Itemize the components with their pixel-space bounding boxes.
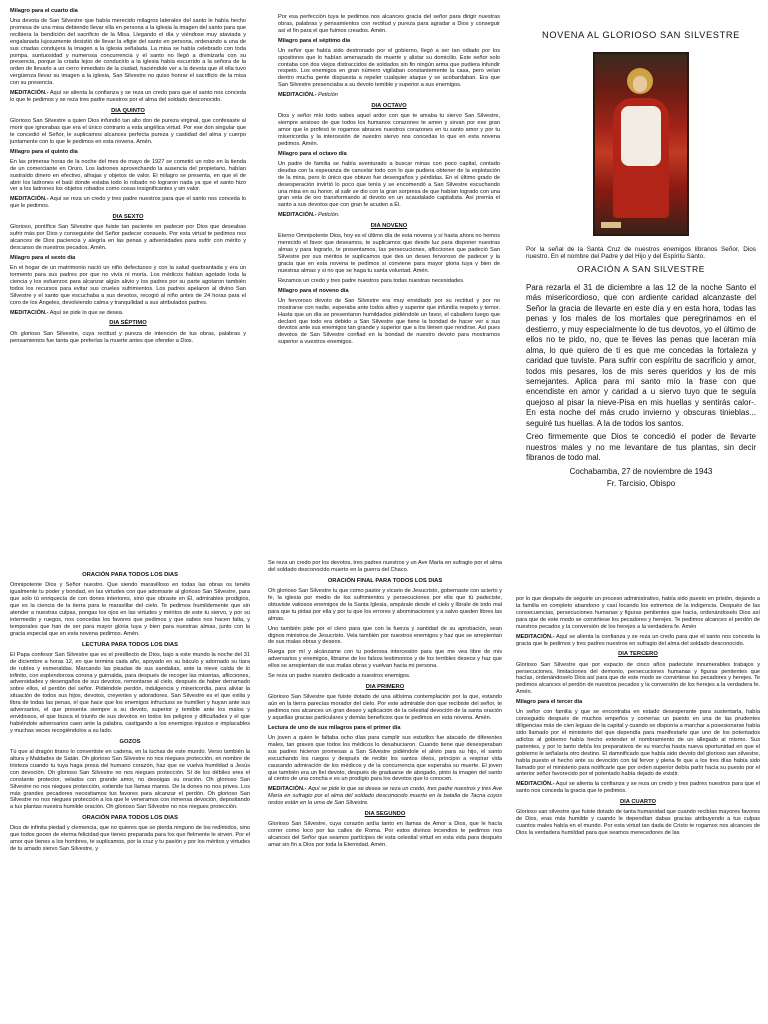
oracion-2-title: ORACIÓN PARA TODOS LOS DIAS — [82, 815, 178, 822]
san-silvestre-image — [593, 52, 689, 236]
oracion-todos-dias-body: Omnipotente Dios y Señor nuestro. Que siendo maravilloso en todas las obras os tenéis igualmente tu poder y bondad, en las virtudes con que adornaste al glorioso San Silvestre, para que solo tú enriquecía de con dones interiores, sino que obraste en Él, admirables prodigios, que es la ciencia de la tierra para le maravillar del cielo. Te pedimos humildemente que sin atender a nuestras culpas, pongas los ojos en las virtudes y méritos de este tu siervo, y por su intermedio y ruegos, nos concedas los favores que pedimos y que sabes nos hacen falta, y temporales que han de ser para mayor gloria tuya y bien para nuestras almas, junto con la gracia especial que en esta novena pedimos. Amén. — [10, 582, 250, 637]
meditacion-2 — [516, 634, 760, 648]
dia-8-body: Dios y señor mío todo sabes aquel ardor con que te amaba tu siervo San Silvestre, siempre ansioso de que todos los humanos corazones te amen y sirvan por ese gran amor que le profesó te rogamos abraces nuestros corazones en tu santo amor y por tu misericordia y la intercesión de nuestro siervo nos concedas lo que en esta novena pedimos. Amén. — [278, 113, 500, 148]
oracion-2-body: Dios de infinita piedad y clemencia, que no quieres que se pierda ninguno de los redimidos, sino que todos gocen de eterna felicidad que tienes preparada para los que fielmente le sirven. Por el amor que tienes a los hombres, te suplicamos, por la cruz y tu pasión y por los méritos y virtudes de tu amado siervo San Silvestre, y — [10, 825, 251, 853]
meditacion-text: Aquí se pide lo que se desea. — [49, 309, 124, 316]
dia-9-reza: Rezamos un credo y tres padre nuestros para todas nuestras necesidades. — [278, 277, 465, 284]
oracion-paragraph-1: Para rezarla el 31 de diciembre a las 12 de la noche Santo el más misericordioso, que con ardiente caridad alcanzaste del Señor la gracia de llevarte en este día y en esta hora, todas las penas y los males de los mortales que peregrinamos en el destierro, y muy especialmente lo de tus devotos, yo el último de ellos no te pido, no, que te lleves las penas que laceran mía alma, lo que quiero de ti es que me concedas la fortaleza y caridad que tuviste. Para sufrir con espíritu de sacrificio y amor, todos mis pesares, los de mis seres queridos y los de mis semejantes. Aplica para mí santo mío la frase con que encendiste en amor y caridad a u siervo tuyo que te seguía quejoso al pisar la nieve-Pisa en mis huellas y sentirás calor-. En esta noche del más crudo invierno y obscuras tinieblas... seguiré tus huellas. A la de todos los santos. — [526, 282, 756, 428]
meditacion-text: Aquí se reza un credo y tres padre nuestros para que el santo nos conceda lo que le pedimos. — [10, 196, 246, 210]
meditacion-label: MEDITACIÓN.- — [516, 781, 555, 788]
dia-1-body: Glorioso San Silvestre que fuiste dotado de una altísima contemplación por la que, estando aún en la tierra parecías morador del cielo. Por este admirable don que recibiste del señor, te pedimos nos alcances un gran deseo y aplicación de la celestial devoción de la santa oración y aquellas gracias particulares y demás beneficios que te pedimos en esta novena. Amén. — [268, 694, 502, 722]
milagro-4-title: Milagro para el cuarto día — [10, 8, 78, 14]
milagro-8-body: Un padre de familia se había aventurado a buscar minas con poco capital, contado deudas con la esperanza de cancelar todo con lo que pudiera obtener de la explotación de la mina, pero lo único que obtuvo fue desengaños y pérdidas. En el último grado de desesperación invirtió lo poco que tenía y se encomendó a San Silvestre escuchando una misa en su honor, al salir se dio con la gran sorpresa de que habían logrado con una gran veta de oro transformando al devoto en un acaudalado capitalista. Así premia el santo a sus devotos que con gran fe acuden a Él. — [278, 160, 500, 209]
meditacion-text: Petición — [318, 92, 338, 99]
meditacion-label: MEDITACIÓN.- — [516, 633, 555, 640]
lectura-body: El Papa confesor San Silvestre que es el predilecto de Dios, bajo a este mundo la noche del 31 de diciembre a horas 12, en que termina cada año, apoyado en su báculo y adornado su tiara de rubíes y esmeraldas. Marcando las pisadas de sus sandalias, ante la nieve caída de lo infinito, con esplendorosa corona y guirnalda, para después de recoger las miserias, aflicciones, adversidades y desengaños de sus devotos, remontarse al cielo, después de haber derramado sobre ellos, el perdón del señor. Pidiéndole perdón, indulgencia y misericordia, para aliviar la situación de todos sus hijos, devotos, creyentes y adoradores. San Silvestre es el que exilia y libra de todas las penas, el que hace que los enemigos infructuos se humillen y huyan ante sus adversarios, el que presenta siempre a su devoto, superior y temible ante los malos y envidiosos, el que busca el triunfo de sus devotos en todos los peligros y dificultades y el que habiéndole adversarios caen ante la palabra, castigando a los enemigos injustos e implacables y muchas veces recogiéndolos a su lado. — [10, 651, 250, 734]
oracion-final-body: Oh glorioso San Silvestre tu que como pastor y vicario de Jesucristo, gobernaste con acierto y fe, la iglesia por medio de los sufrimientos y persecuciones por ella que tú padeciste, obtuviste valiosos enemigos de la Santa Iglesia, ampárale desde el cielo y líbrale de todo mal para que tu pidas por ella y por tu que los errores y abominaciones y a salvo queden libres las almas. — [268, 588, 502, 622]
dia-7-body: Oh glorioso San Silvestre, cuya rectitud y pureza de intención de tus obras, palabras y pensamientos fue tanta que preferías la muerte antes que ofender a Dios. — [10, 330, 246, 344]
cape-shape — [621, 106, 661, 166]
meditacion-label: MEDITACIÓN.- — [278, 92, 317, 99]
dia-4-body: Glorioso san silvestre que fuiste dotado de tanta humanidad que cuando recibías mayores favores de Dios, eras más humilde y cuando le dependían dabas gracias atribuyendo a tus culpas cuantos males había en el mundo. Por esta virtud tan dada de Cristo te rogamos nos alcances de Dios la verdadera humildad para que seamos merecedores de las — [516, 809, 760, 837]
milagro-5-title: Milagro para el quinto día — [10, 148, 78, 155]
promulgation: Por la señal de la Santa Cruz de nuestros enemigos líbranos Señor, Dios nuestro. En el nombre del Padre y del Hijo y del Espíritu Santo. — [526, 245, 756, 261]
fold-gap — [0, 549, 768, 556]
dia-5-body: Glorioso San Silvestre a quien Dios infundió tan alto don de pureza virginal, que confesaste al morir que ignorabas que era el único contrario a esta angélica virtud. Por ese don singular que te concedió el Señor, le suplicamos alcances perfecta pureza y castidad del alma y cuerpo juntamente con lo que le pedimos en esta novena. Amén. — [10, 118, 246, 145]
meditacion-label: MEDITACIÓN.- — [278, 212, 317, 219]
meditacion-label: MEDITACIÓN.- — [268, 786, 307, 793]
meditacion-8 — [278, 212, 500, 219]
dia-7-title: DIA SÉPTIMO — [109, 320, 147, 327]
oracion-final-body-3: Ruega por mí y alcánzame con tu poderosa intercesión para que me vea libre de mis adversarios y enemigos, librame de los falsos testimonios y de los terribles deseos y haz que ellos se arrepientan de sus malas obras y vuelvan hacia mi persona. — [268, 649, 502, 670]
milagro-6-title: Milagro para el sexto día — [10, 255, 76, 262]
meditacion-5 — [10, 196, 246, 210]
meditacion-4 — [10, 90, 246, 104]
gozos-title: GOZOS — [119, 738, 141, 745]
panel-bottom-center — [262, 556, 508, 1024]
oracion-todos-dias-title: ORACIÓN PARA TODOS LOS DIAS — [82, 572, 178, 578]
milagro-5-body: En las primeras horas de la noche del mes de mayo de 1927 se cometió un robo en la tienda de un comerciante en Oruro. Los ladrones aprovechando la ausencia del propietario, habían sustraído dinero en efectivo, alhajas y objetos de valor. El milagro se presenta, en que el de abrir los ladrones el baúl donde estaba todo lo robado no lograron nada ya que el santo hizo ver a los ladrones los objetos robados como cosas insignificantes y sin valor. — [10, 158, 246, 193]
oracion-final-title: ORACIÓN FINAL PARA TODOS LOS DIAS — [327, 577, 443, 584]
meditacion-text: Aquí se alienta la confianza y se reza un credo y tres padres nuestros para que el santo nos conceda la gracia que le pedimos. — [516, 781, 760, 795]
panel-cover — [512, 0, 768, 548]
milagro-3-body: Un señor con familia y que se encontraba en estado desesperante para sustentarla, había conseguido después de muchos empeños y correrías un puesto en una de las prudentes diligencias más de cien leguas de la capital y cuando se disponía a marchar a posesionarse había sido llamado por el ministerio del que dependía para manifestarle que uno de los potentados adictos al gobierno había hecho extender el nombramiento de un allegado al mismo. Sus parientes, y por lo tanto debía los preparativos de su marcha hasta nueva oportunidad en que el gobierno le señalaría otro destino. El damnificado que había sido devoto del glorioso san silvestre, había puesto el hecho ante su devoción con tal fervor y plena fe que a los tres días había sido llamado por el ministerio para notificarle que por orden superior debía partir hacia su puesto por el anterior señor favorecido por el potentado había dejado de existir. — [516, 709, 760, 778]
meditacion-1 — [268, 786, 502, 807]
panel-bottom-left — [0, 556, 256, 1024]
milagro-4-body: Una devota de San Silvestre que había merecido milagros laterales del santo le había hecho promesa de una misa debiendo llevar ella en persona a la iglesia la imagen del santo para que recibiera la bendición del sacrificio de la Misa. Llegando el día y viéndose muy ataviada y engalanada lujosamente desistió de llevar la efigie del santo en persona, ordenando a una de sus criadas condujera la imagen a la iglesia señalada. La misa se había celebrado con toda pompa, suntuosidad y numerosa concurrencia y el santo no llegó a divinizarla con su presencia, porque la criada lejos de conducirlo a la iglesia había escurrido a la señora de la orden de llevarlo a un cerro inmediato de la ciudad, haciéndole ver a la devota que él ella tuvo vergüenza llevar su imagen a la iglesia, San Silvestre no quiso honrar el sacrificio de la misa con su presencia. — [10, 17, 246, 87]
milagro-9-title: Milagro para el noveno día — [278, 287, 349, 294]
dia-4-title: DIA CUARTO — [619, 799, 657, 806]
milagro-3-title: Milagro para el tercer día — [516, 699, 583, 706]
dia-2-title: DIA SEGUNDO — [364, 811, 406, 818]
meditacion-text: Petición. — [318, 212, 340, 219]
dia-6-body: Glorioso, pontífice San Silvestre que fuiste tan paciente en padecer por Dios que deseabas sufrir más por Dios y conseguiste del Señor padecer consuelo. Por esta virtud te pedimos nos alcances de Dios paciencia y alegría en las penas y adversidades para sufrir con mérito y descanso de nuestros pecados. Amén. — [10, 224, 246, 252]
oracion-title: ORACIÓN A SAN SILVESTRE — [577, 264, 705, 275]
novena-title: NOVENA AL GLORIOSO SAN SILVESTRE — [542, 30, 740, 40]
meditacion-3 — [516, 781, 760, 795]
date-line: Cochabamba, 27 de noviembre de 1943 — [569, 466, 713, 476]
meditacion-label: MEDITACIÓN.- — [10, 90, 49, 97]
meditacion-7 — [278, 92, 500, 99]
dia-5-title: DIA QUINTO — [111, 107, 145, 114]
lectura-title: LECTURA PARA TODOS LOS DIAS — [82, 641, 178, 648]
milagro-7-body: Un señor que había sido destronado por el gobierno, llegó a ser tan odiado por los opositores que lo habían amenazado de muerte y alistar su domicilio. Este señor solo contaba con dos viejos distraccidos de soldados sin fin ningún arma que pudiera infundir respeto. Los enemigos en gran número vigilaban constantemente la casa, pero veían dentro mucha gente dispuesta a repeler cualquier ataque y se acobardaban. Era que San Silvestre presenciaba a su devoto temible y superior a sus enemigos. — [278, 47, 500, 89]
top-center-intro: Por esa perfección tuya te pedimos nos alcances gracia del señor para dirigir nuestras obras, palabras y pensamientos con rectitud y pureza para agradar a Dios y conseguir así el fin para el que fuimos creados. Amén. — [278, 14, 500, 34]
oracion-final-body-4: Se reza un padre nuestro dedicado a nuestros enemigos. — [268, 673, 411, 680]
meditacion-6 — [10, 310, 246, 317]
lectura-1-title: Lectura de uno de sus milagros para el primer día — [268, 724, 401, 731]
meditacion-label: MEDITACIÓN.- — [10, 196, 49, 203]
dia-9-title: DIA NOVENO — [370, 223, 408, 230]
bottom-center-intro: Se reza un credo por los devotos, tres padres nuestros y un Ave María en sufragio por el alma del soldado desconocido muerto en la guerra del Chaco. — [268, 560, 502, 573]
panel-bottom-right — [510, 556, 768, 1024]
oracion-paragraph-2: Creo firmemente que Dios te concedió el poder de llevarte nuestros males y no me levantare de tus plantas, sin decir fibranos de todo mal. — [526, 432, 756, 463]
meditacion-text: Aquí se pide lo que se desea se reza un credo, tres padre nuestros y tres Ave María en sufragio por el alma del soldado desconocido muerto en la batalla de Tacna cuyos restos están en la urna de San Silvestre. — [268, 786, 502, 807]
dia-6-title: DIA SEXTO — [112, 214, 144, 221]
milagro-7-title: Milagro para el séptimo día — [278, 37, 351, 44]
milagro-6-body: En el hogar de un matrimonio nació un niño defectuoso y con la salud quebrantada y era un tormento para sus padres por que no vivía ni moría. Los médicos habían agotado toda la ciencia y los esfuerzos para alcanzar algún alivio y los padres por su parte agotaron también todos los recursos para evitar sus crueles sufrimientos. Los padres apelaron al divino San Silvestre y el santo que escuchaba a sus devotos, recogió al niño antes de 24 horas para el coro de los Ángeles, devolviendo calma y tranquilidad a sus atribulados padres. — [10, 265, 246, 306]
panel-top-center — [262, 0, 506, 548]
dia-3-title: DIA TERCERO — [618, 651, 658, 658]
panel-top-left — [0, 0, 252, 548]
oracion-final-body-2: Uno también pide por el clero para que con la fuerza y santidad de su aprobación, sean dignos ministros de Jesucristo. Vela también por nuestros enemigos y haz que se arrepientan de sus malas obras y deseos. — [268, 625, 502, 646]
dia-1-title: DIA PRIMERO — [365, 684, 405, 691]
milagro-8-title: Milagro para el octavo día — [278, 150, 347, 157]
dia-9-body: Eterno Omnipotente Dios, hoy es el último día de esta novena y sí hasta ahora no hemos merecido el favor que deseamos, te suplicamos que desde luz para disponer nuestras almas y para lograrlo, te presentamos, las persecuciones, aflicciones que padeció San Silvestre por sus méritos te suplicamos que des un deseo fervoroso de padecer y la gracia que en esta novena te pedimos si conviene para mayor gloria tuya y bien de nuestras almas y si no que se haga tu santa voluntad. Amén. — [278, 233, 500, 275]
lectura-1-body: Un joven a quien le faltaba ocho días para cumplir sus estudios fue atacado de diferentes males, tan graves que todos los médicos lo desahuciaron. Cuando tiene que desesperaban sus padres hicieron promesas a San Silvestre pidiéndole el alivio para su hijo, el santo escuchando los ruegos y después de recibir los santos óleos, principio a respirar vida causando admiración de los médicos y de la concurrencia que esperaba su muerte. El joven que también era un fiel devoto, después de graduarse de abogado, pinto la imagen del santo al centro de una concha e es un prodigio para los devotos que lo conocen. — [268, 734, 502, 783]
meditacion-text: Aquí se alienta la confianza y se reza un credo para que el santo nos conceda lo que le pedimos y se reza tres padre nuestros por el alma del soldado desconocido. — [10, 90, 246, 104]
meditacion-text: Aquí se alienta la confianza y se reza un credo para que el santo nos conceda la gracia que le pedimos y tres padres nuestros en sufragio del alma del soldado desconocido. — [516, 633, 761, 647]
bottom-right-intro: por lo que después de seguirle un proceso administrativo, había sido puesto en prisión, dejando a la familia en completo abandono y casi locando los extremos de la indigencia. Después de las consecuencias, persecuciones humanas y figuras penitentes que hacía, ordenándoselo Dios así para que de este modo se convirtiese los pecadores y herejes. Te pedimos alcances el perdón de nuestros pecados y la conversión de los herejes a la verdadera fe. Amén — [516, 596, 760, 630]
meditacion-label: MEDITACIÓN.- — [10, 309, 49, 316]
name-plate — [601, 222, 621, 228]
dia-8-title: DIA OCTAVO — [371, 103, 407, 110]
dia-2-body: Glorioso San Silvestre, cuya corazón ardía tanto en llamas de Amor a Dios, que le hacía correr como loco por las calles de Roma. Por estos divinos incendios te pedimos nos alcances del Señor que seamos partícipes de esta celestial virtud en esta vida para después amar sin fin a Dios por toda la Eternidad. Amén. — [268, 821, 502, 849]
gozos-body: Tú que al dragón tirano lo convertiste en cadena, en la luchas de este mundo. Verso también la altura y Maldades de Satán. Oh glorioso San Silvestre no nos niegues protección, en nombre de tristeza cuando tu tuya haga presa del humano corazón, haz que se vuelva humildad a Jesús con devoción. Oh glorioso San Silvestre no nos niegues protección. Sí de los débiles eres el constante protector, velados con grande amor, no desoigas su oración. Oh glorioso San Silvestre no nos niegues protección, extiende tus llamas manos. De la dones no nos prives. Los más grandes pecadores necesitamos tus favores para alcanzar el perdón. Oh glorioso San Silvestre no nos niegues protección a los que le veneramos con inmensa devoción, depositando a tus plantas nuestra humilde oración. Oh glorioso San Silvestre no nos niegues protección. — [10, 749, 250, 811]
milagro-9-body: Un fervoroso devoto de San Silvestre era muy envidiado por su rectitud y por no mostrarse con nadie, esperaba ante todos altivo y superior que infundía respeto y temor. Hasta que un día se presentaron humildados pidiéndole un favor, el caballero luego que declaró que todo era debido a San Silvestre que tiene la bondad de hacer ver a sus devotos ante sus enemigos tan grande y superior que a los tienen que rendirse. Así pues devotos de San Silvestre confiad en la bondad de nuestro devoto para mostrarnos superior a vuestros enemigos. — [278, 297, 500, 346]
signature-line: Fr. Tarcisio, Obispo — [606, 479, 676, 489]
face-shape — [633, 76, 647, 92]
dia-3-body: Glorioso San Silvestre que por espacio de cinco años padeciste innumerables trabajos y persecuciones, limitaciones del demonio, persecuciones humanas y figuras penitentes que hacías, ordenándoselo Dios así para que de este modo se convirtiese los pecadores y herejes. Te pedimos alcances el perdón de nuestros pecados y la conversión de los herejes a la verdadera fe. Amén. — [516, 661, 760, 696]
